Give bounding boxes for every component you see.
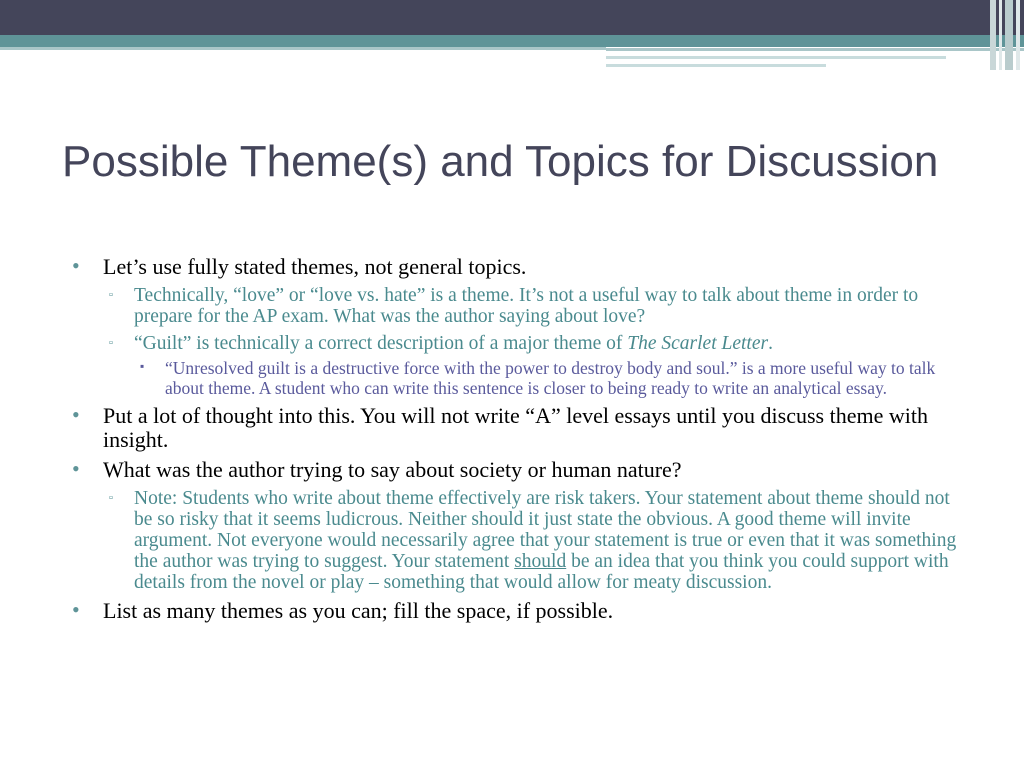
header-vertical-bar: [1016, 0, 1020, 70]
bullet-text: Let’s use fully stated themes, not general topics.: [103, 254, 527, 279]
bullet-dot-icon: •: [72, 253, 80, 278]
sub-bullet-text: [134, 333, 972, 354]
bullet-dot-icon: •: [72, 402, 80, 427]
book-title: The Scarlet Letter: [627, 333, 769, 354]
slide-title: Possible Theme(s) and Topics for Discussion: [62, 137, 939, 186]
header-stripe: [606, 48, 1024, 51]
square-bullet-icon: ▫: [109, 289, 113, 301]
bullet-dot-icon: •: [72, 597, 80, 622]
sub-bullet-text-part: be an idea that you think you could support with details from the novel or play – something that would allow for meaty discussion.: [134, 551, 949, 593]
sub-bullet-text-part: .: [768, 333, 773, 354]
sub-bullet-text-part: “Guilt” is technically a correct description of a major theme of: [134, 333, 628, 354]
slide-body: [72, 255, 972, 623]
sub-bullet-list: [103, 488, 972, 593]
header-band-dark: [0, 0, 1024, 35]
bullet-text: What was the author trying to say about society or human nature?: [103, 457, 682, 482]
bullet-text: List as many themes as you can; fill the space, if possible.: [103, 598, 614, 623]
header-stripe: [606, 56, 946, 59]
header-band-light: [0, 47, 606, 50]
square-bullet-icon: ▫: [109, 492, 113, 504]
bullet-list: [72, 255, 972, 623]
header-vertical-bar: [990, 0, 996, 70]
sub-sub-bullet-item: [132, 358, 972, 398]
sub-bullet-item: [101, 488, 972, 593]
header-vertical-bar: [999, 0, 1002, 70]
bullet-item: [72, 599, 972, 623]
bullet-dot-icon: •: [72, 456, 80, 481]
bullet-text: Put a lot of thought into this. You will not write “A” level essays until you discuss theme with insight.: [103, 403, 928, 452]
bullet-item: [72, 404, 972, 452]
sub-sub-bullet-text: “Unresolved guilt is a destructive force with the power to destroy body and soul.” is a more useful way to talk about theme. A student who can write this sentence is closer to being ready to write an analytical essay.: [165, 358, 936, 398]
bullet-item: [72, 458, 972, 593]
bullet-item: [72, 255, 972, 398]
header-stripe: [606, 64, 826, 67]
sub-bullet-text-part: Note: Students who write about theme effectively are risk takers. Your statement about theme should not be so risky that it seems ludicrous. Neither should it just state the obvious. A good theme will invite argument. Not everyone would necessarily agree that your statement is true or even that it was something the author was trying to suggest. Your statement: [134, 488, 957, 572]
sub-bullet-text: Technically, “love” or “love vs. hate” is a theme. It’s not a useful way to talk about theme in order to prepare for the AP exam. What was the author saying about love?: [134, 285, 919, 327]
header-vertical-bar: [1005, 0, 1013, 70]
sub-sub-bullet-list: [134, 358, 972, 398]
small-square-bullet-icon: ▪: [140, 359, 145, 373]
sub-bullet-text: [134, 488, 972, 593]
sub-bullet-list: [103, 285, 972, 398]
square-bullet-icon: ▫: [109, 337, 113, 349]
header-band-teal: [0, 35, 1024, 47]
sub-bullet-item: [101, 285, 972, 327]
sub-bullet-item: [101, 333, 972, 398]
underlined-word: should: [514, 551, 567, 572]
